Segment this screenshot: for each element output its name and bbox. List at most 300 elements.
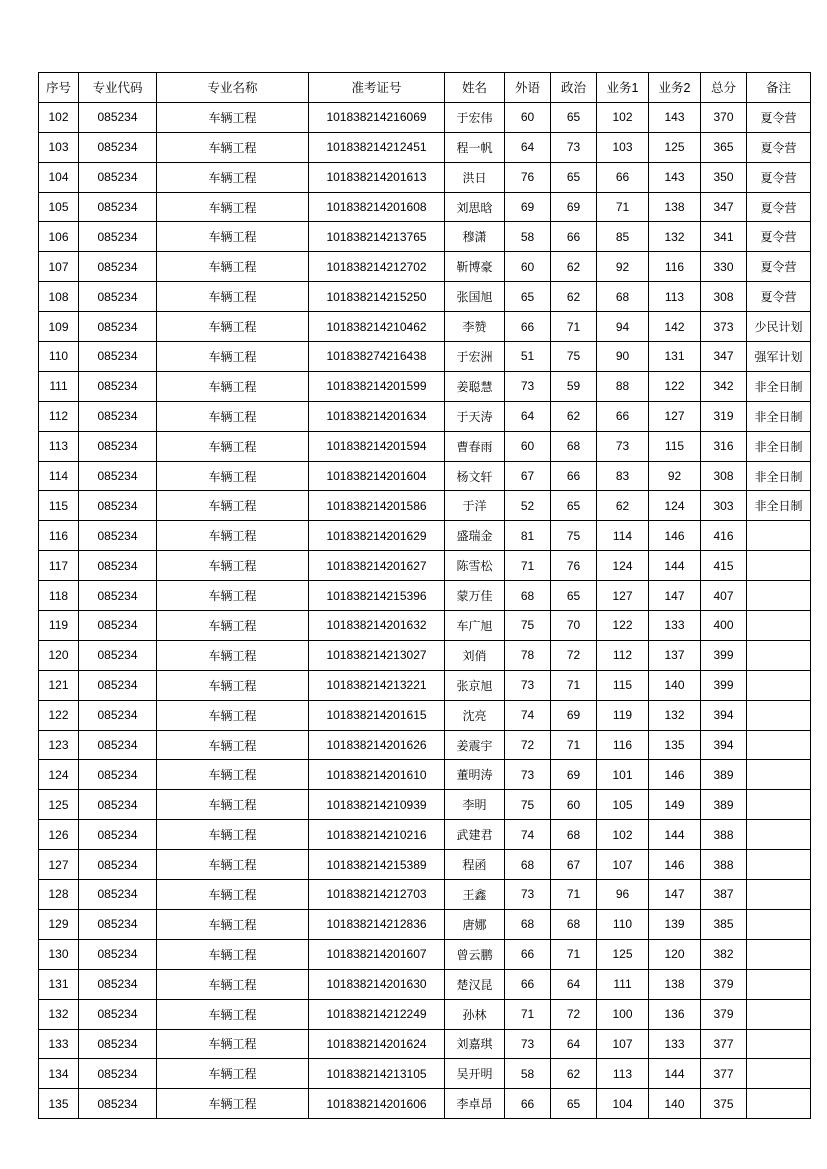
- cell-ticket-number: 101838214201586: [309, 491, 445, 521]
- table-row: [39, 670, 811, 700]
- cell-total-score: 347: [701, 192, 747, 222]
- cell-name: 于洋: [445, 491, 505, 521]
- cell-ticket-number: 101838214215250: [309, 282, 445, 312]
- cell-business-1: 114: [597, 521, 649, 551]
- cell-ticket-number: 101838214213105: [309, 1059, 445, 1089]
- cell-name: 楚汉昆: [445, 969, 505, 999]
- cell-major-name: 车辆工程: [157, 939, 309, 969]
- cell-politics: 71: [551, 312, 597, 342]
- cell-total-score: 303: [701, 491, 747, 521]
- cell-business-1: 124: [597, 551, 649, 581]
- cell-seq: 108: [39, 282, 79, 312]
- cell-remark: [747, 969, 811, 999]
- cell-major-name: 车辆工程: [157, 1089, 309, 1119]
- table-row: [39, 1029, 811, 1059]
- cell-business-1: 100: [597, 999, 649, 1029]
- table-row: [39, 581, 811, 611]
- cell-seq: 131: [39, 969, 79, 999]
- cell-ticket-number: 101838214212249: [309, 999, 445, 1029]
- table-row: [39, 551, 811, 581]
- cell-business-2: 143: [649, 162, 701, 192]
- cell-major-name: 车辆工程: [157, 192, 309, 222]
- cell-foreign-language: 58: [505, 222, 551, 252]
- cell-name: 程函: [445, 850, 505, 880]
- cell-seq: 120: [39, 640, 79, 670]
- cell-total-score: 370: [701, 102, 747, 132]
- cell-business-1: 112: [597, 640, 649, 670]
- cell-politics: 66: [551, 222, 597, 252]
- cell-politics: 75: [551, 521, 597, 551]
- cell-politics: 68: [551, 820, 597, 850]
- cell-total-score: 377: [701, 1059, 747, 1089]
- cell-total-score: 388: [701, 850, 747, 880]
- cell-business-2: 140: [649, 670, 701, 700]
- cell-name: 曾云鹏: [445, 939, 505, 969]
- cell-major-code: 085234: [79, 282, 157, 312]
- column-header-total-score: 总分: [701, 73, 747, 103]
- cell-name: 靳博豪: [445, 252, 505, 282]
- cell-total-score: 399: [701, 640, 747, 670]
- cell-name: 王鑫: [445, 880, 505, 910]
- cell-remark: 夏令营: [747, 222, 811, 252]
- cell-foreign-language: 73: [505, 1029, 551, 1059]
- cell-major-code: 085234: [79, 102, 157, 132]
- cell-foreign-language: 66: [505, 1089, 551, 1119]
- cell-politics: 65: [551, 1089, 597, 1119]
- cell-business-1: 102: [597, 820, 649, 850]
- cell-ticket-number: 101838214201626: [309, 730, 445, 760]
- cell-remark: [747, 790, 811, 820]
- column-header-name: 姓名: [445, 73, 505, 103]
- cell-major-name: 车辆工程: [157, 611, 309, 641]
- cell-seq: 112: [39, 401, 79, 431]
- cell-business-1: 102: [597, 102, 649, 132]
- cell-seq: 124: [39, 760, 79, 790]
- cell-major-name: 车辆工程: [157, 700, 309, 730]
- cell-foreign-language: 75: [505, 790, 551, 820]
- cell-business-1: 127: [597, 581, 649, 611]
- cell-foreign-language: 60: [505, 252, 551, 282]
- cell-major-name: 车辆工程: [157, 431, 309, 461]
- cell-seq: 103: [39, 132, 79, 162]
- cell-politics: 66: [551, 461, 597, 491]
- cell-name: 沈亮: [445, 700, 505, 730]
- cell-seq: 110: [39, 342, 79, 372]
- table-row: [39, 401, 811, 431]
- table-row: [39, 790, 811, 820]
- cell-seq: 104: [39, 162, 79, 192]
- cell-seq: 135: [39, 1089, 79, 1119]
- cell-politics: 67: [551, 850, 597, 880]
- cell-remark: 夏令营: [747, 282, 811, 312]
- cell-name: 李明: [445, 790, 505, 820]
- cell-major-code: 085234: [79, 252, 157, 282]
- cell-major-name: 车辆工程: [157, 252, 309, 282]
- cell-politics: 60: [551, 790, 597, 820]
- cell-business-1: 66: [597, 401, 649, 431]
- cell-business-1: 113: [597, 1059, 649, 1089]
- cell-business-1: 105: [597, 790, 649, 820]
- cell-foreign-language: 72: [505, 730, 551, 760]
- cell-remark: 非全日制: [747, 371, 811, 401]
- cell-ticket-number: 101838214201615: [309, 700, 445, 730]
- cell-name: 于天涛: [445, 401, 505, 431]
- cell-business-1: 96: [597, 880, 649, 910]
- table-row: [39, 132, 811, 162]
- column-header-politics: 政治: [551, 73, 597, 103]
- cell-foreign-language: 68: [505, 581, 551, 611]
- cell-business-1: 71: [597, 192, 649, 222]
- cell-name: 武建君: [445, 820, 505, 850]
- cell-politics: 68: [551, 431, 597, 461]
- cell-major-code: 085234: [79, 342, 157, 372]
- cell-politics: 73: [551, 132, 597, 162]
- table-row: [39, 939, 811, 969]
- cell-business-1: 94: [597, 312, 649, 342]
- cell-business-2: 147: [649, 581, 701, 611]
- cell-ticket-number: 101838214215389: [309, 850, 445, 880]
- cell-major-code: 085234: [79, 611, 157, 641]
- cell-ticket-number: 101838214210939: [309, 790, 445, 820]
- cell-major-code: 085234: [79, 909, 157, 939]
- cell-politics: 69: [551, 760, 597, 790]
- cell-name: 于宏伟: [445, 102, 505, 132]
- cell-business-2: 146: [649, 850, 701, 880]
- cell-total-score: 375: [701, 1089, 747, 1119]
- cell-business-1: 92: [597, 252, 649, 282]
- cell-business-1: 62: [597, 491, 649, 521]
- cell-business-2: 132: [649, 700, 701, 730]
- column-header-business-2: 业务2: [649, 73, 701, 103]
- cell-major-code: 085234: [79, 999, 157, 1029]
- cell-total-score: 379: [701, 999, 747, 1029]
- cell-business-2: 136: [649, 999, 701, 1029]
- cell-foreign-language: 71: [505, 551, 551, 581]
- cell-remark: [747, 730, 811, 760]
- cell-total-score: 389: [701, 790, 747, 820]
- cell-ticket-number: 101838214212703: [309, 880, 445, 910]
- cell-business-2: 146: [649, 521, 701, 551]
- cell-ticket-number: 101838214212702: [309, 252, 445, 282]
- cell-seq: 113: [39, 431, 79, 461]
- cell-ticket-number: 101838214201632: [309, 611, 445, 641]
- cell-seq: 128: [39, 880, 79, 910]
- cell-ticket-number: 101838214201624: [309, 1029, 445, 1059]
- cell-ticket-number: 101838214201629: [309, 521, 445, 551]
- cell-major-code: 085234: [79, 1029, 157, 1059]
- cell-seq: 134: [39, 1059, 79, 1089]
- table-row: [39, 700, 811, 730]
- cell-politics: 71: [551, 670, 597, 700]
- table-row: [39, 102, 811, 132]
- cell-ticket-number: 101838214213221: [309, 670, 445, 700]
- cell-business-1: 85: [597, 222, 649, 252]
- cell-politics: 62: [551, 252, 597, 282]
- cell-remark: 夏令营: [747, 102, 811, 132]
- cell-business-1: 83: [597, 461, 649, 491]
- cell-major-code: 085234: [79, 581, 157, 611]
- cell-seq: 127: [39, 850, 79, 880]
- cell-remark: [747, 999, 811, 1029]
- column-header-major-name: 专业名称: [157, 73, 309, 103]
- cell-name: 曹春雨: [445, 431, 505, 461]
- cell-foreign-language: 64: [505, 132, 551, 162]
- cell-ticket-number: 101838214212451: [309, 132, 445, 162]
- cell-major-name: 车辆工程: [157, 581, 309, 611]
- cell-foreign-language: 60: [505, 431, 551, 461]
- cell-total-score: 350: [701, 162, 747, 192]
- cell-remark: [747, 820, 811, 850]
- cell-total-score: 379: [701, 969, 747, 999]
- cell-business-2: 144: [649, 551, 701, 581]
- cell-remark: 非全日制: [747, 461, 811, 491]
- cell-politics: 65: [551, 162, 597, 192]
- cell-total-score: 389: [701, 760, 747, 790]
- cell-name: 李卓昂: [445, 1089, 505, 1119]
- cell-seq: 115: [39, 491, 79, 521]
- cell-business-2: 133: [649, 1029, 701, 1059]
- cell-politics: 62: [551, 282, 597, 312]
- cell-politics: 62: [551, 1059, 597, 1089]
- cell-business-2: 143: [649, 102, 701, 132]
- cell-ticket-number: 101838214201607: [309, 939, 445, 969]
- cell-remark: [747, 880, 811, 910]
- cell-business-1: 88: [597, 371, 649, 401]
- cell-business-2: 131: [649, 342, 701, 372]
- cell-business-1: 101: [597, 760, 649, 790]
- cell-major-code: 085234: [79, 880, 157, 910]
- cell-total-score: 347: [701, 342, 747, 372]
- cell-total-score: 394: [701, 730, 747, 760]
- cell-total-score: 308: [701, 282, 747, 312]
- cell-name: 孙林: [445, 999, 505, 1029]
- table-row: [39, 880, 811, 910]
- cell-foreign-language: 73: [505, 670, 551, 700]
- cell-remark: 夏令营: [747, 132, 811, 162]
- cell-ticket-number: 101838214216069: [309, 102, 445, 132]
- cell-business-2: 142: [649, 312, 701, 342]
- table-row: [39, 461, 811, 491]
- cell-politics: 62: [551, 401, 597, 431]
- cell-remark: [747, 611, 811, 641]
- cell-foreign-language: 73: [505, 760, 551, 790]
- cell-seq: 105: [39, 192, 79, 222]
- cell-major-code: 085234: [79, 312, 157, 342]
- cell-foreign-language: 69: [505, 192, 551, 222]
- table-row: [39, 730, 811, 760]
- cell-major-name: 车辆工程: [157, 1029, 309, 1059]
- cell-major-name: 车辆工程: [157, 401, 309, 431]
- cell-business-1: 115: [597, 670, 649, 700]
- cell-politics: 76: [551, 551, 597, 581]
- cell-politics: 59: [551, 371, 597, 401]
- cell-business-2: 124: [649, 491, 701, 521]
- cell-major-name: 车辆工程: [157, 222, 309, 252]
- cell-remark: [747, 1089, 811, 1119]
- cell-business-1: 68: [597, 282, 649, 312]
- cell-major-code: 085234: [79, 401, 157, 431]
- cell-politics: 65: [551, 491, 597, 521]
- cell-business-1: 90: [597, 342, 649, 372]
- cell-name: 姜震宇: [445, 730, 505, 760]
- cell-total-score: 385: [701, 909, 747, 939]
- cell-major-name: 车辆工程: [157, 909, 309, 939]
- cell-seq: 125: [39, 790, 79, 820]
- cell-politics: 64: [551, 1029, 597, 1059]
- table-row: [39, 342, 811, 372]
- cell-ticket-number: 101838214201599: [309, 371, 445, 401]
- cell-seq: 106: [39, 222, 79, 252]
- cell-total-score: 415: [701, 551, 747, 581]
- cell-name: 唐娜: [445, 909, 505, 939]
- cell-politics: 70: [551, 611, 597, 641]
- cell-business-1: 66: [597, 162, 649, 192]
- table-header: [39, 73, 811, 103]
- cell-major-name: 车辆工程: [157, 551, 309, 581]
- cell-name: 于宏洲: [445, 342, 505, 372]
- cell-politics: 65: [551, 581, 597, 611]
- cell-foreign-language: 81: [505, 521, 551, 551]
- cell-major-code: 085234: [79, 192, 157, 222]
- cell-remark: [747, 700, 811, 730]
- cell-foreign-language: 68: [505, 909, 551, 939]
- cell-foreign-language: 76: [505, 162, 551, 192]
- cell-major-code: 085234: [79, 939, 157, 969]
- cell-seq: 111: [39, 371, 79, 401]
- cell-remark: [747, 909, 811, 939]
- column-header-ticket-number: 准考证号: [309, 73, 445, 103]
- cell-major-code: 085234: [79, 1059, 157, 1089]
- cell-remark: [747, 850, 811, 880]
- cell-remark: [747, 521, 811, 551]
- cell-business-2: 138: [649, 192, 701, 222]
- cell-foreign-language: 71: [505, 999, 551, 1029]
- cell-major-name: 车辆工程: [157, 820, 309, 850]
- cell-seq: 133: [39, 1029, 79, 1059]
- cell-major-name: 车辆工程: [157, 760, 309, 790]
- cell-politics: 71: [551, 730, 597, 760]
- cell-seq: 117: [39, 551, 79, 581]
- cell-total-score: 400: [701, 611, 747, 641]
- exam-score-table: [38, 72, 811, 1119]
- cell-ticket-number: 101838274216438: [309, 342, 445, 372]
- cell-remark: [747, 939, 811, 969]
- cell-foreign-language: 78: [505, 640, 551, 670]
- cell-major-name: 车辆工程: [157, 850, 309, 880]
- cell-politics: 72: [551, 999, 597, 1029]
- cell-politics: 71: [551, 880, 597, 910]
- cell-business-2: 144: [649, 820, 701, 850]
- cell-ticket-number: 101838214201634: [309, 401, 445, 431]
- cell-business-2: 132: [649, 222, 701, 252]
- column-header-major-code: 专业代码: [79, 73, 157, 103]
- table-row: [39, 282, 811, 312]
- cell-remark: [747, 760, 811, 790]
- cell-ticket-number: 101838214201606: [309, 1089, 445, 1119]
- cell-politics: 64: [551, 969, 597, 999]
- cell-total-score: 416: [701, 521, 747, 551]
- cell-major-name: 车辆工程: [157, 1059, 309, 1089]
- column-header-seq: 序号: [39, 73, 79, 103]
- table-row: [39, 969, 811, 999]
- cell-name: 张国旭: [445, 282, 505, 312]
- table-row: [39, 312, 811, 342]
- cell-business-2: 115: [649, 431, 701, 461]
- cell-major-code: 085234: [79, 1089, 157, 1119]
- cell-major-name: 车辆工程: [157, 640, 309, 670]
- cell-ticket-number: 101838214201627: [309, 551, 445, 581]
- cell-major-code: 085234: [79, 790, 157, 820]
- cell-name: 姜聪慧: [445, 371, 505, 401]
- cell-ticket-number: 101838214210216: [309, 820, 445, 850]
- cell-seq: 107: [39, 252, 79, 282]
- cell-ticket-number: 101838214201613: [309, 162, 445, 192]
- cell-foreign-language: 66: [505, 969, 551, 999]
- cell-ticket-number: 101838214201594: [309, 431, 445, 461]
- cell-politics: 65: [551, 102, 597, 132]
- cell-major-name: 车辆工程: [157, 102, 309, 132]
- cell-remark: 非全日制: [747, 491, 811, 521]
- cell-major-name: 车辆工程: [157, 312, 309, 342]
- table-row: [39, 820, 811, 850]
- cell-total-score: 388: [701, 820, 747, 850]
- cell-seq: 123: [39, 730, 79, 760]
- cell-name: 车广旭: [445, 611, 505, 641]
- cell-major-code: 085234: [79, 760, 157, 790]
- cell-business-1: 107: [597, 1029, 649, 1059]
- cell-remark: [747, 1029, 811, 1059]
- table-row: [39, 192, 811, 222]
- cell-ticket-number: 101838214201604: [309, 461, 445, 491]
- cell-major-code: 085234: [79, 670, 157, 700]
- cell-major-name: 车辆工程: [157, 730, 309, 760]
- cell-business-1: 73: [597, 431, 649, 461]
- cell-business-2: 139: [649, 909, 701, 939]
- cell-politics: 75: [551, 342, 597, 372]
- table-row: [39, 222, 811, 252]
- cell-major-name: 车辆工程: [157, 132, 309, 162]
- cell-foreign-language: 51: [505, 342, 551, 372]
- cell-foreign-language: 66: [505, 312, 551, 342]
- cell-name: 杨文轩: [445, 461, 505, 491]
- cell-major-code: 085234: [79, 820, 157, 850]
- cell-remark: 强军计划: [747, 342, 811, 372]
- cell-name: 刘俏: [445, 640, 505, 670]
- cell-total-score: 308: [701, 461, 747, 491]
- cell-business-1: 119: [597, 700, 649, 730]
- cell-major-code: 085234: [79, 850, 157, 880]
- cell-major-name: 车辆工程: [157, 969, 309, 999]
- cell-seq: 121: [39, 670, 79, 700]
- cell-major-code: 085234: [79, 730, 157, 760]
- table-row: [39, 850, 811, 880]
- cell-major-name: 车辆工程: [157, 999, 309, 1029]
- cell-foreign-language: 73: [505, 880, 551, 910]
- cell-foreign-language: 68: [505, 850, 551, 880]
- cell-major-code: 085234: [79, 431, 157, 461]
- cell-seq: 130: [39, 939, 79, 969]
- cell-ticket-number: 101838214201608: [309, 192, 445, 222]
- cell-business-1: 122: [597, 611, 649, 641]
- cell-major-code: 085234: [79, 132, 157, 162]
- cell-major-code: 085234: [79, 700, 157, 730]
- cell-total-score: 330: [701, 252, 747, 282]
- cell-major-name: 车辆工程: [157, 342, 309, 372]
- cell-total-score: 319: [701, 401, 747, 431]
- cell-total-score: 407: [701, 581, 747, 611]
- cell-remark: 夏令营: [747, 162, 811, 192]
- cell-business-2: 122: [649, 371, 701, 401]
